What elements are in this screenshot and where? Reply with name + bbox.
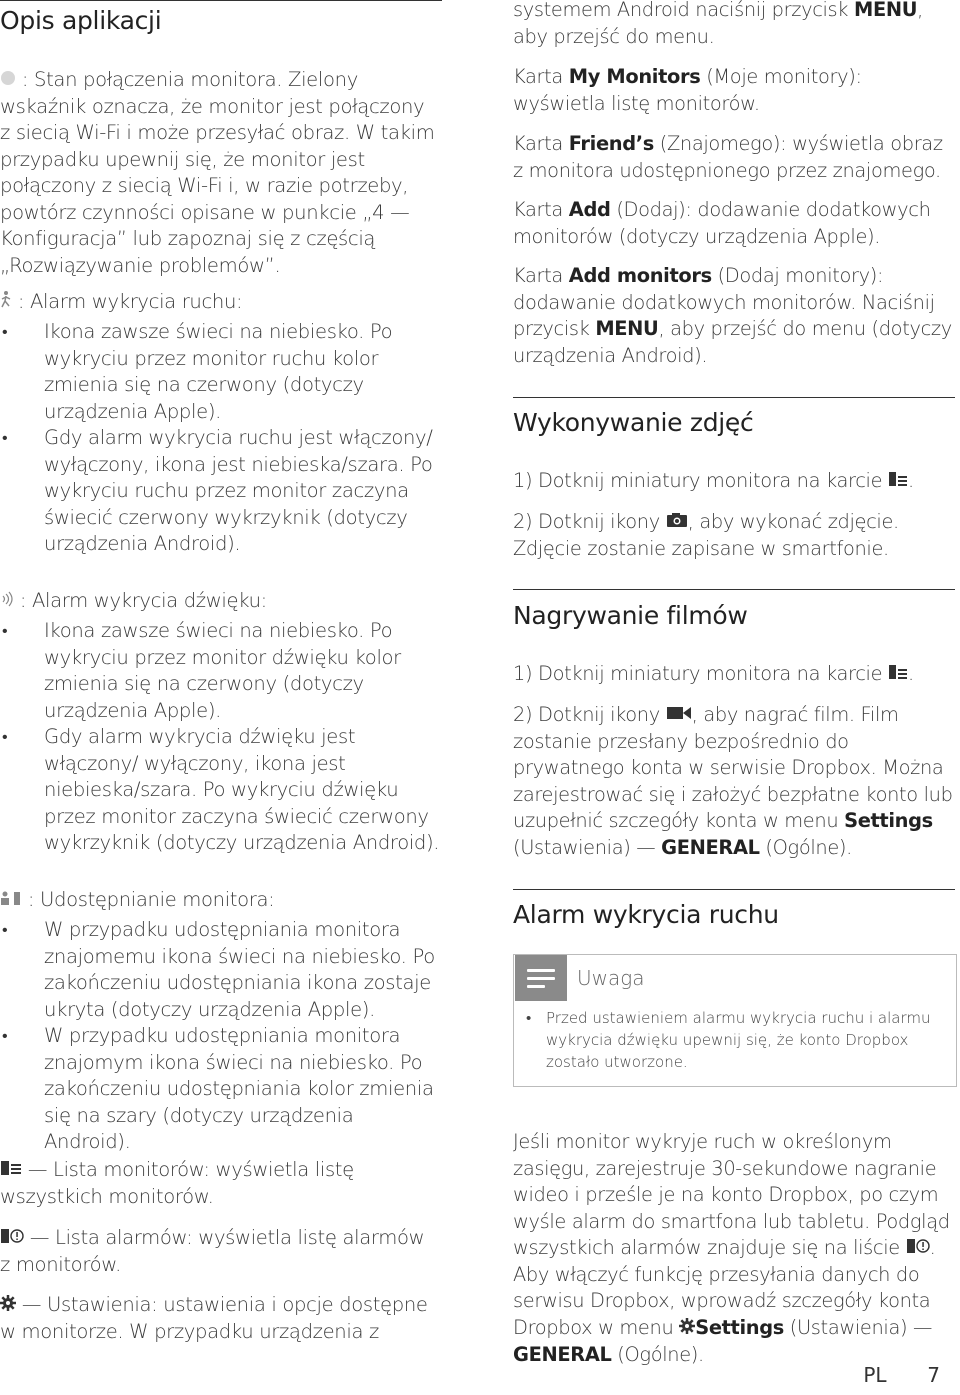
list-item: • Ikona zawsze świeci na niebiesko. Po wykryciu przez monitor ruchu kolor zmienia się na czerwony (dotyczy urządzenia Apple).: [0, 319, 440, 425]
text-span: 2) Dotknij ikony: [513, 703, 666, 726]
general-word: GENERAL: [661, 835, 760, 859]
share-heading: [0, 887, 440, 914]
page-footer: [863, 1363, 940, 1387]
text-span: Karta: [513, 198, 569, 221]
gear-icon: [679, 1315, 695, 1342]
tab-friends: [513, 131, 953, 184]
section-title-video: Nagrywanie filmów: [513, 601, 748, 630]
note-body: [514, 1001, 956, 1073]
section-rule: [513, 397, 955, 398]
text-span: systemem Android naciśnij przycisk: [513, 0, 854, 21]
share-bullets: [0, 917, 440, 1156]
tab-name: My Monitors: [568, 65, 701, 88]
note-title: Uwaga: [577, 966, 645, 990]
share-icon: [0, 887, 22, 914]
text-span: , aby nagrać film. Film zostanie przesłany bezpośrednio do prywatnego konta w serwisie Dropbox. Można zarejestrować się i założyć bezpłatne konto lub uzupełnić szczegóły konta w menu: [513, 703, 953, 833]
tab-name: Friend’s: [568, 132, 654, 155]
menu-word: MENU: [595, 317, 659, 340]
gear-icon: [0, 1292, 16, 1319]
share-heading-text: : Udostępnianie monitora:: [22, 888, 275, 911]
note-box: [513, 954, 957, 1087]
text-span: 2) Dotknij ikony: [513, 510, 666, 533]
text-span: (Dodaj monitory): dodawanie dodatkowych monitorów. Naciśnij przycisk: [513, 264, 935, 340]
monitor-list-icon: [0, 1157, 22, 1184]
video-step-2: [513, 702, 953, 861]
camera-icon: [666, 509, 688, 536]
continued-paragraph: [513, 0, 953, 50]
text-span: Karta: [513, 264, 569, 287]
section-rule: [513, 589, 955, 590]
section-title-alarm: Alarm wykrycia ruchu: [513, 900, 779, 929]
note-icon: [515, 955, 567, 1001]
sound-heading-text: : Alarm wykrycia dźwięku:: [14, 589, 267, 612]
monitor-list-paragraph: [0, 1157, 440, 1210]
text-span: , aby przejść do menu.: [513, 0, 923, 48]
status-text: : Stan połączenia monitora. Zielony wskaźnik oznacza, że monitor jest połączony z siecią Wi-Fi i może przesyłać obraz. W takim przypadku upewnij się, że monitor jest połączony z siecią Wi-Fi i, w razie potrzeby, powtórz czynności opisane w punkcie „4 — Konfiguracja” lub zapoznaj się z częścią „Rozwiązywanie problemów”.: [0, 68, 435, 277]
language-code: PL: [863, 1363, 887, 1387]
text-span: Karta: [513, 65, 569, 88]
settings-word: Settings: [844, 809, 933, 833]
sound-icon: [0, 588, 14, 615]
list-item: • W przypadku udostępniania monitora znajomym ikona świeci na niebiesko. Po zakończeniu udostępniania kolor zmienia się na szary (dotyczy urządzenia Android).: [0, 1023, 440, 1156]
text-span: , aby wykonać zdjęcie. Zdjęcie zostanie zapisane w smartfonie.: [513, 510, 899, 560]
alarm-list-paragraph: [0, 1225, 440, 1278]
general-word: GENERAL: [513, 1342, 612, 1366]
photo-step-2: [513, 509, 953, 562]
menu-word: MENU: [854, 0, 918, 21]
text-span: 1) Dotknij miniatury monitora na karcie: [513, 662, 888, 685]
text-span: . Aby włączyć funkcję przesyłania danych do serwisu Dropbox, wprowadź szczegóły konta Dropbox w menu: [513, 1236, 936, 1339]
text-span: (Dodaj): dodawanie dodatkowych monitorów (dotyczy urządzenia Apple).: [513, 198, 931, 248]
alarm-list-icon: [906, 1235, 930, 1262]
settings-paragraph: [0, 1292, 440, 1345]
list-item: • Gdy alarm wykrycia dźwięku jest włączony/ wyłączony, ikona jest niebieska/szara. Po wykryciu dźwięku przez monitor zaczyna świecić czerwony wykrzyknik (dotyczy urządzenia Android).: [0, 724, 440, 857]
status-paragraph: [0, 67, 440, 279]
monitor-list-icon: [888, 468, 908, 495]
video-step-1: 1) Dotknij miniatury monitora na karcie .: [513, 661, 953, 688]
alarm-list-icon: [0, 1225, 24, 1252]
sound-heading: [0, 588, 440, 615]
text-span: (Ogólne).: [759, 835, 852, 859]
tab-add: [513, 197, 953, 250]
alarm-list-text: — Lista alarmów: wyświetla listę alarmów z monitorów.: [0, 1226, 425, 1276]
text-span: , aby przejść do menu (dotyczy urządzenia Android).: [513, 317, 952, 367]
text-span: Karta: [513, 132, 569, 155]
list-item: • Ikona zawsze świeci na niebiesko. Po wykryciu przez monitor dźwięku kolor zmienia się na czerwony (dotyczy urządzenia Apple).: [0, 618, 440, 724]
note-header: [514, 955, 956, 1001]
text-span: (Moje monitory): wyświetla listę monitorów.: [513, 65, 862, 115]
section-rule: [0, 0, 442, 1]
tab-name: Add: [568, 198, 611, 221]
list-item: • W przypadku udostępniania monitora znajomemu ikona świeci na niebiesko. Po zakończeniu udostępniania ikona zostaje ukryta (dotyczy urządzenia Apple).: [0, 917, 440, 1023]
alarm-paragraph: [513, 1129, 953, 1368]
status-dot-icon: [0, 67, 16, 94]
tab-add-monitors: [513, 263, 953, 369]
list-item: • Przed ustawieniem alarmu wykrycia ruchu i alarmu wykrycia dźwięku upewnij się, że konto Dropbox zostało utworzone.: [514, 1007, 946, 1073]
text-span: (Znajomego): wyświetla obraz z monitora udostępnionego przez znajomego.: [513, 132, 943, 182]
monitor-list-text: — Lista monitorów: wyświetla listę wszystkich monitorów.: [0, 1158, 354, 1208]
photo-step-1: 1) Dotknij miniatury monitora na karcie .: [513, 468, 953, 495]
text-span: 1) Dotknij miniatury monitora na karcie: [513, 469, 888, 492]
motion-heading-text: : Alarm wykrycia ruchu:: [12, 290, 243, 313]
monitor-list-icon: [888, 661, 908, 688]
text-span: Jeśli monitor wykryje ruch w określonym zasięgu, zarejestruje 30-sekundowe nagranie wideo i prześle je na konto Dropbox, po czym wyśle alarm do smartfona lub tabletu. Podgląd wszystkich alarmów znajduje się na liście: [513, 1130, 950, 1259]
list-item: • Gdy alarm wykrycia ruchu jest włączony/ wyłączony, ikona jest niebieska/szara. Po wykryciu ruchu przez monitor zaczyna świecić czerwony wykrzyknik (dotyczy urządzenia Android).: [0, 425, 440, 558]
settings-text: — Ustawienia: ustawienia i opcje dostępne w monitorze. W przypadku urządzenia z: [0, 1293, 428, 1343]
video-camera-icon: [666, 702, 692, 729]
tab-name: Add monitors: [568, 264, 712, 287]
motion-heading: [0, 289, 440, 316]
section-rule: [513, 889, 955, 890]
text-span: (Ustawienia) —: [513, 835, 662, 859]
motion-icon: [0, 289, 12, 316]
section-title-photo: Wykonywanie zdjęć: [513, 408, 754, 437]
page-title: Opis aplikacji: [0, 6, 162, 35]
tab-my-monitors: [513, 64, 953, 117]
motion-bullets: [0, 319, 440, 558]
text-span: (Ustawienia) —: [783, 1315, 933, 1339]
settings-word: Settings: [695, 1315, 784, 1339]
page-number: 7: [927, 1363, 940, 1387]
sound-bullets: [0, 618, 440, 857]
text-span: (Ogólne).: [611, 1342, 704, 1366]
